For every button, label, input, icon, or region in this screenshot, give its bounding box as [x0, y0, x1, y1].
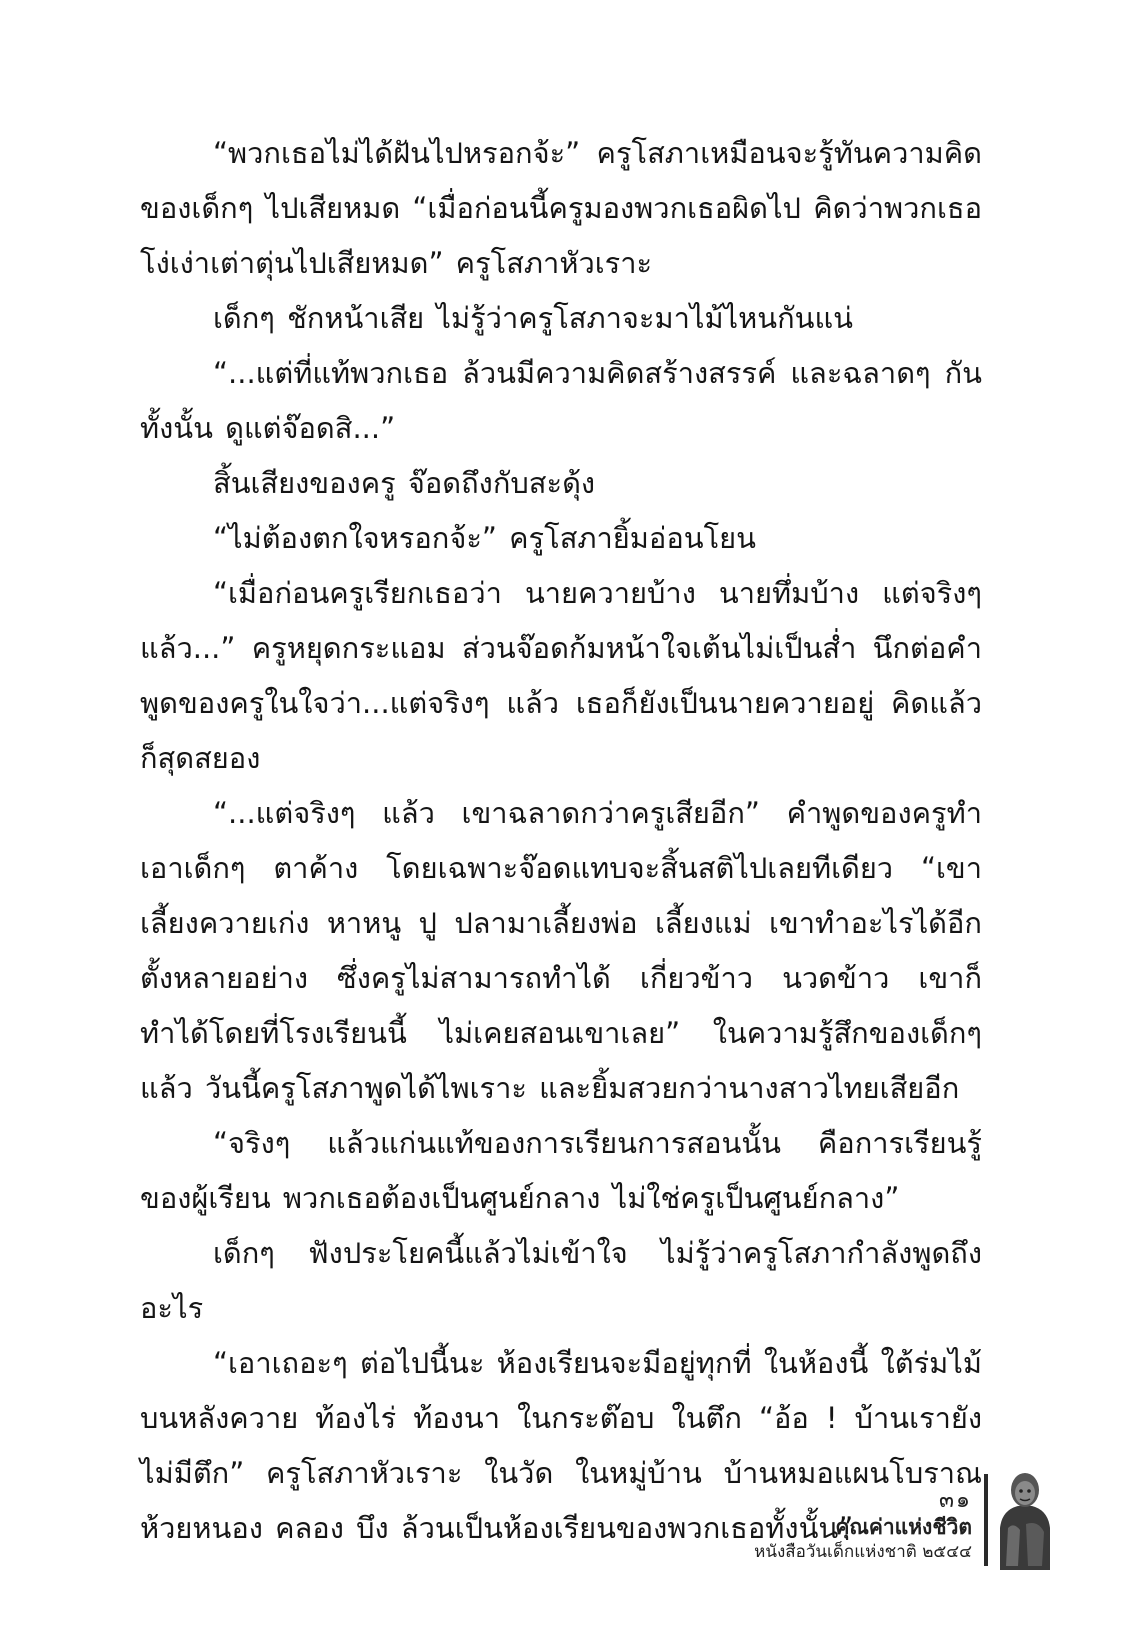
paragraph: เด็กๆ ชักหน้าเสีย ไม่รู้ว่าครูโสภาจะมาไม้ไหนกันแน่	[213, 301, 853, 335]
footer-divider	[984, 1474, 988, 1566]
page-number: ๓๑	[938, 1488, 972, 1513]
book-subtitle: หนังสือวันเด็กแห่งชาติ ๒๕๔๔	[754, 1542, 972, 1562]
paragraph: “...แต่จริงๆ แล้ว เขาฉลาดกว่าครูเสียอีก” คำพูดของครูทำเอาเด็กๆ ตาค้าง โดยเฉพาะจ๊อดแทบจะสิ้นสติไปเลยทีเดียว “เขาเลี้ยงควายเก่ง หาหนู ปู ปลามาเลี้ยงพ่อ เลี้ยงแม่ เขาทำอะไรได้อีกตั้งหลายอย่าง ซึ่งครูไม่สามารถทำได้ เกี่ยวข้าว นวดข้าว เขาก็ทำได้โดยที่โรงเรียนนี้ ไม่เคยสอนเขาเลย” ในความรู้สึกของเด็กๆ แล้ว วันนี้ครูโสภาพูดได้ไพเราะ และยิ้มสวยกว่านางสาวไทยเสียอีก	[140, 796, 982, 1105]
book-title: คุณค่าแห่งชีวิต	[835, 1515, 972, 1539]
paragraph: สิ้นเสียงของครู จ๊อดถึงกับสะดุ้ง	[213, 466, 596, 500]
paragraph: เด็กๆ ฟังประโยคนี้แล้วไม่เข้าใจ ไม่รู้ว่าครูโสภากำลังพูดถึงอะไร	[140, 1236, 982, 1325]
page-footer	[754, 1488, 972, 1564]
body-text	[140, 126, 982, 1556]
paragraph: “เมื่อก่อนครูเรียกเธอว่า นายควายบ้าง นายทึ่มบ้าง แต่จริงๆ แล้ว...” ครูหยุดกระแอม ส่วนจ๊อดก้มหน้าใจเต้นไม่เป็นส่ำ นึกต่อคำพูดของครูในใจว่า...แต่จริงๆ แล้ว เธอก็ยังเป็นนายควายอยู่ คิดแล้วก็สุดสยอง	[140, 576, 982, 775]
paragraph: “พวกเธอไม่ได้ฝันไปหรอกจ้ะ” ครูโสภาเหมือนจะรู้ทันความคิดของเด็กๆ ไปเสียหมด “เมื่อก่อนนี้ครูมองพวกเธอผิดไป คิดว่าพวกเธอโง่เง่าเต่าตุ่นไปเสียหมด” ครูโสภาหัวเราะ	[140, 136, 982, 280]
paragraph: “เอาเถอะๆ ต่อไปนี้นะ ห้องเรียนจะมีอยู่ทุกที่ ในห้องนี้ ใต้ร่มไม้บนหลังควาย ท้องไร่ ท้องนา ในกระต๊อบ ในตึก “อ้อ ! บ้านเรายังไม่มีตึก” ครูโสภาหัวเราะ ในวัด ในหมู่บ้าน บ้านหมอแผนโบราณ ห้วยหนอง คลอง บึง ล้วนเป็นห้องเรียนของพวกเธอทั้งนั้น”	[140, 1346, 982, 1545]
paragraph: “จริงๆ แล้วแก่นแท้ของการเรียนการสอนนั้น คือการเรียนรู้ของผู้เรียน พวกเธอต้องเป็นศูนย์กลาง ไม่ใช่ครูเป็นศูนย์กลาง”	[140, 1126, 982, 1215]
portrait-icon	[996, 1466, 1054, 1574]
paragraph: “...แต่ที่แท้พวกเธอ ล้วนมีความคิดสร้างสรรค์ และฉลาดๆ กันทั้งนั้น ดูแต่จ๊อดสิ...”	[140, 356, 982, 445]
paragraph: “ไม่ต้องตกใจหรอกจ้ะ” ครูโสภายิ้มอ่อนโยน	[213, 521, 756, 555]
